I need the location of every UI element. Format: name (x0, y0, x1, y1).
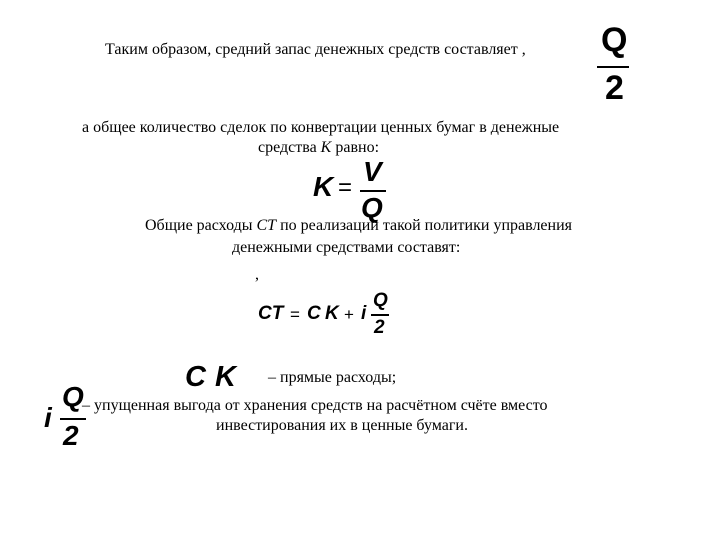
intro-text: Таким образом, средний запас денежных средств составляет , (105, 41, 526, 58)
def-q-numerator: Q (62, 381, 84, 412)
transactions-text: а общее количество сделок по конвертации ценных бумаг в денежные (82, 119, 560, 136)
transactions-text-cont: средства K равно: (258, 139, 380, 156)
formula-ct-denominator: 2 (374, 317, 385, 338)
fraction-q-numerator: Q (601, 21, 628, 59)
def-i-symbol: i (44, 402, 52, 433)
formula-ct-numerator: Q (373, 290, 388, 311)
def-k-symbol: K (215, 361, 236, 393)
opportunity-cost-text-cont: инвестирования их в ценные бумаги. (216, 417, 468, 434)
formula-k-denominator: Q (361, 192, 383, 223)
fraction-bar (597, 66, 629, 68)
total-costs-text: Общие расходы CT по реализации такой политики управления (145, 217, 573, 234)
total-costs-text-cont: денежными средствами составят: (232, 239, 461, 256)
formula-k-equals: = (338, 174, 353, 201)
formula-ct-equals: = (290, 305, 300, 324)
formula-ct-lhs: CT (258, 303, 284, 324)
formula-ct-bar (371, 314, 389, 316)
def-2-denominator: 2 (63, 420, 79, 451)
formula-ct-plus: + (344, 305, 354, 324)
formula-k-lhs: K (313, 171, 334, 202)
direct-costs-text: – прямые расходы; (268, 369, 397, 386)
formula-ct-k: K (325, 303, 339, 324)
stray-comma: , (255, 266, 259, 283)
def-c-symbol: C (185, 361, 206, 393)
fraction-2-denominator: 2 (605, 69, 624, 107)
formula-ct-c: C (307, 303, 321, 324)
formula-ct-i: i (361, 303, 367, 324)
formula-k-numerator: V (363, 156, 382, 187)
opportunity-cost-text: – упущенная выгода от хранения средств на расчётном счёте вместо (82, 397, 548, 414)
